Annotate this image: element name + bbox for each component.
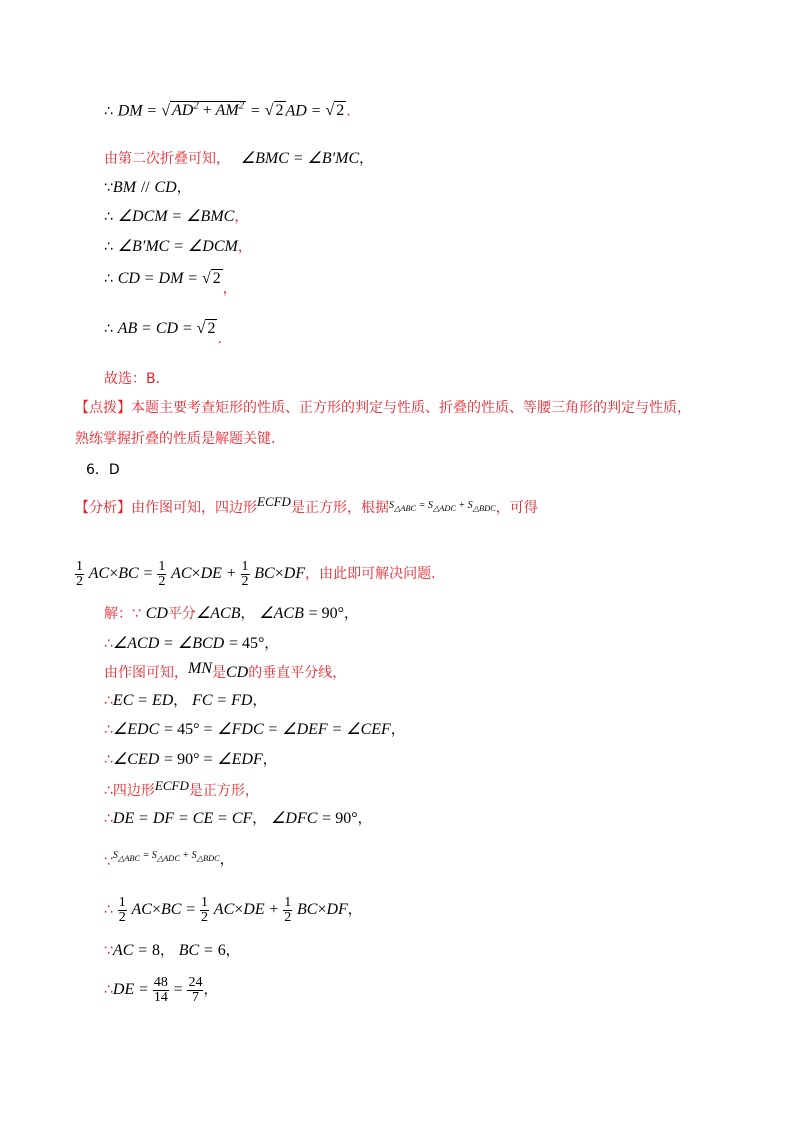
- step-angles-45: ∴∠EDC = 45° = ∠FDC = ∠DEF = ∠CEF，: [104, 721, 405, 738]
- step-ec-ed: ∴EC = ED， FC = FD，: [104, 692, 267, 709]
- step-parallel: ∵BM // CD，: [104, 179, 191, 196]
- step-area-sum: $\because S_{\triangle ABC} = S_{\triangle ADC} + S_{\triangle BDC}$，: [104, 850, 234, 870]
- step-ab-cd: ∴ AB = CD = √ 2.: [104, 320, 222, 347]
- step-angle-bmc: ∴ ∠B′MC = ∠DCM，: [104, 238, 252, 255]
- step-given: ∵AC = 8， BC = 6，: [104, 942, 240, 959]
- analysis-line2: $\frac{1}{2}$ AC×BC = $\frac{1}{2}$ AC×DE + $\frac{1}{2}$ BC×DF，由此即可解决问题.: [76, 558, 436, 589]
- step-angle-dcm: ∴ ∠DCM = ∠BMC，: [104, 208, 249, 225]
- text-second-fold: 由第二次折叠可知， ∠BMC = ∠B′MC，: [104, 150, 374, 167]
- step-result: ∴DE = $\frac{48}{14}$ = $\frac{24}{7}$ ，: [104, 974, 218, 1005]
- tip-paragraph-line2: 熟练掌握折叠的性质是解题关键.: [75, 431, 276, 447]
- step-perp-bisector: 由作图可知，MN是CD的垂直平分线，: [104, 660, 347, 681]
- tip-paragraph-line1: 【点拨】本题主要考查矩形的性质、正方形的判定与性质、折叠的性质、等腰三角形的判定与性质，: [75, 400, 691, 416]
- step-square: ∴四边形ECFD是正方形，: [104, 778, 259, 799]
- answer-choice: 故选：B.: [104, 371, 161, 387]
- step-angle-90: ∴∠CED = 90° = ∠EDF，: [104, 751, 277, 768]
- step-cd-dm: ∴ CD = DM = √ 2，: [104, 270, 237, 297]
- analysis-line1: 【分析】由作图可知，四边形ECFD是正方形，根据$^{S_{\triangle ABC} = S_{\triangle ADC} + S_{\triangle BDC}}$，可得: [75, 494, 538, 516]
- step-sides-equal: ∴DE = DF = CE = CF， ∠DFC = 90°，: [104, 810, 372, 827]
- solution-start: 解：∵ CD平分∠ACB， ∠ACB = 90°，: [104, 605, 359, 622]
- step-45: ∴∠ACD = ∠BCD = 45°，: [104, 635, 279, 652]
- formula-dm: ∴ DM = √ $AD^2 + AM^2$ = √ 2 AD = √ 2 .: [104, 100, 351, 120]
- question-number: 6．D: [86, 462, 120, 478]
- step-area-equation: ∴ $\frac{1}{2}$ AC×BC = $\frac{1}{2}$ AC×DE + $\frac{1}{2}$ BC×DF，: [104, 894, 362, 925]
